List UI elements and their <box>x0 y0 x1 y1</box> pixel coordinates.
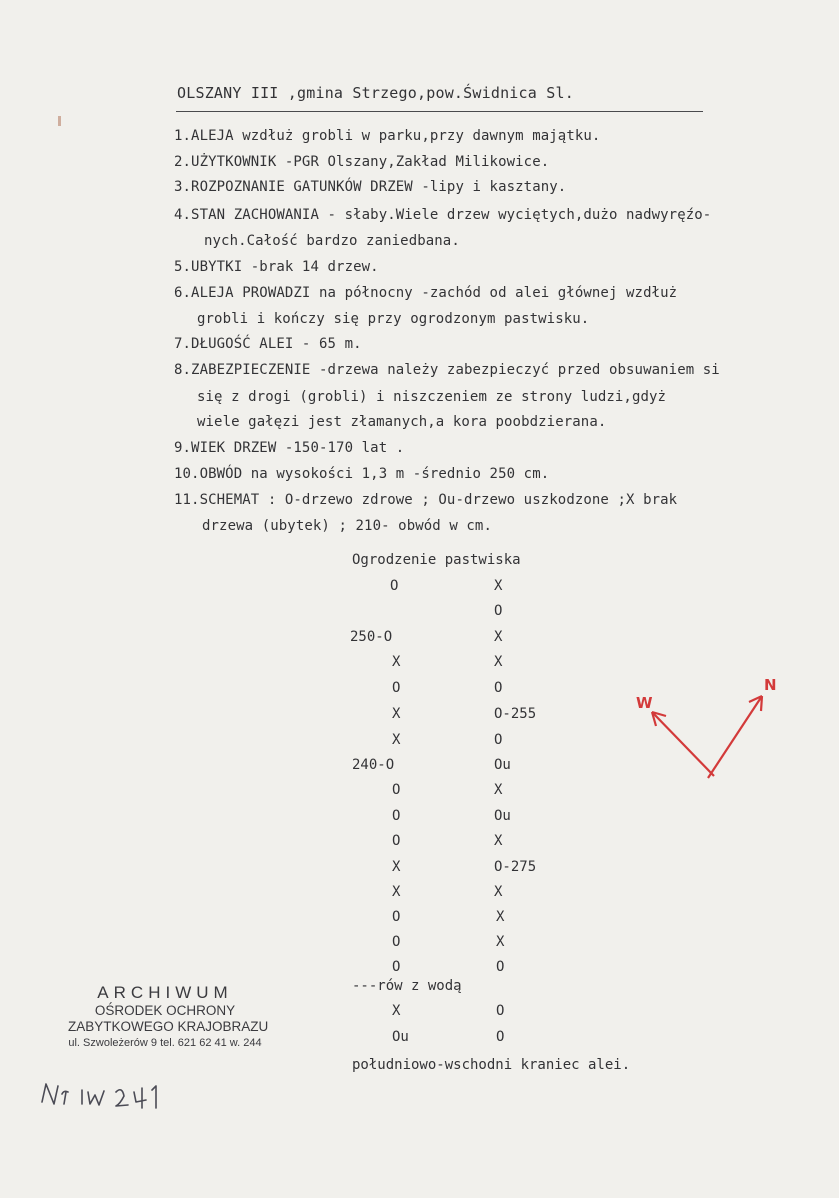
right-cell: X <box>496 934 505 950</box>
left-cell: 240-O <box>352 757 395 773</box>
right-cell: Ou <box>494 808 511 824</box>
item-5: 5.UBYTKI -brak 14 drzew. <box>174 259 379 275</box>
left-cell: X <box>392 654 401 670</box>
right-cell: X <box>494 578 503 594</box>
compass-arrows-icon <box>628 666 788 786</box>
item-11: 11.SCHEMAT : O-drzewo zdrowe ; Ou-drzewo uszkodzone ;X brak <box>174 492 678 508</box>
item-2: 2.UŻYTKOWNIK -PGR Olszany,Zakład Milikowice. <box>174 154 550 170</box>
item-4-cont: nych.Całość bardzo zaniedbana. <box>204 233 460 249</box>
item-9: 9.WIEK DRZEW -150-170 lat . <box>174 440 405 456</box>
item-7: 7.DŁUGOŚĆ ALEI - 65 m. <box>174 336 362 352</box>
right-cell: O <box>494 603 503 619</box>
right-cell: X <box>494 629 503 645</box>
schema-heading: Ogrodzenie pastwiska <box>352 552 521 568</box>
stamp-line-4: ul. Szwoleżerów 9 tel. 621 62 41 w. 244 <box>68 1037 262 1049</box>
right-cell: O-255 <box>494 706 537 722</box>
right-cell: O <box>496 1029 505 1045</box>
left-cell: O <box>392 782 401 798</box>
margin-mark <box>58 116 61 126</box>
item-8-cont-1: się z drogi (grobli) i niszczeniem ze strony ludzi,gdyż <box>197 389 667 405</box>
item-10: 10.OBWÓD na wysokości 1,3 m -średnio 250 cm. <box>174 466 550 482</box>
right-cell: X <box>496 909 505 925</box>
left-cell: O <box>392 808 401 824</box>
right-cell: O-275 <box>494 859 537 875</box>
handwritten-inventory-note <box>38 1078 166 1114</box>
item-1: 1.ALEJA wzdłuż grobli w parku,przy dawnym majątku. <box>174 128 601 144</box>
schema-footer: południowo-wschodni kraniec alei. <box>352 1057 631 1073</box>
item-11-cont: drzewa (ubytek) ; 210- obwód w cm. <box>202 518 492 534</box>
item-3: 3.ROZPOZNANIE GATUNKÓW DRZEW -lipy i kasztany. <box>174 179 567 195</box>
ditch-label: ---rów z wodą <box>352 978 462 994</box>
right-cell: O <box>496 1003 505 1019</box>
left-cell: O <box>392 833 401 849</box>
left-cell: X <box>392 884 401 900</box>
right-cell: X <box>494 884 503 900</box>
compass-north-label: N <box>764 676 777 694</box>
left-cell: X <box>392 1003 401 1019</box>
right-cell: O <box>496 959 505 975</box>
document-title: OLSZANY III ,gmina Strzego,pow.Świdnica Sl. <box>177 84 574 102</box>
compass-west-label: W <box>636 694 653 712</box>
right-cell: X <box>494 654 503 670</box>
right-cell: O <box>494 680 503 696</box>
item-6-cont: grobli i kończy się przy ogrodzonym pastwisku. <box>197 311 590 327</box>
left-cell: O <box>392 680 401 696</box>
right-cell: X <box>494 833 503 849</box>
title-underline <box>176 111 703 112</box>
right-cell: O <box>494 732 503 748</box>
left-cell: O <box>392 934 401 950</box>
item-8-cont-2: wiele gałęzi jest złamanych,a kora poobdzierana. <box>197 414 607 430</box>
left-cell: O <box>390 578 399 594</box>
stamp-line-2: OŚRODEK OCHRONY <box>94 1003 236 1018</box>
right-cell: X <box>494 782 503 798</box>
left-cell: O <box>392 959 401 975</box>
left-cell: O <box>392 909 401 925</box>
stamp-line-1: ARCHIWUM <box>97 983 233 1002</box>
left-cell: X <box>392 732 401 748</box>
stamp-line-3: ZABYTKOWEGO KRAJOBRAZU <box>68 1019 269 1034</box>
item-4: 4.STAN ZACHOWANIA - słaby.Wiele drzew wyciętych,dużo nadwyręźo- <box>174 207 712 223</box>
left-cell: 250-O <box>350 629 393 645</box>
item-6: 6.ALEJA PROWADZI na północny -zachód od alei głównej wzdłuż <box>174 285 678 301</box>
item-8: 8.ZABEZPIECZENIE -drzewa należy zabezpieczyć przed obsuwaniem si <box>174 362 720 378</box>
left-cell: X <box>392 859 401 875</box>
west-arrow-line <box>652 712 714 776</box>
left-cell: X <box>392 706 401 722</box>
left-cell: Ou <box>392 1029 409 1045</box>
right-cell: Ou <box>494 757 511 773</box>
north-arrow-line <box>708 696 762 778</box>
